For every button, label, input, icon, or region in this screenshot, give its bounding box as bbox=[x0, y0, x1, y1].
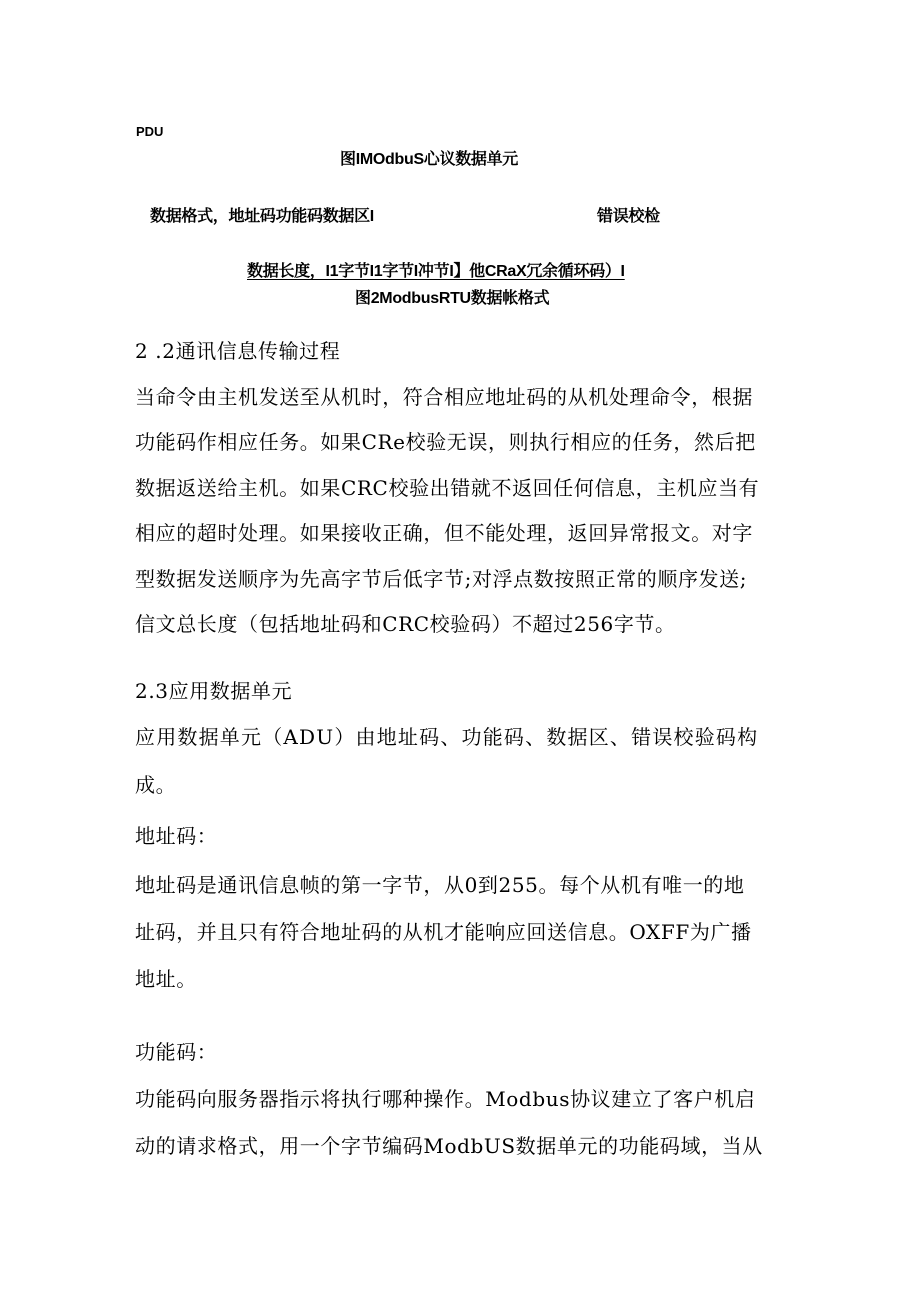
figure-1-caption: 图IMOdbuS心议数据单元 bbox=[340, 151, 519, 168]
paragraph-line: 数据返送给主机。如果CRC校验出错就不返回任何信息，主机应当有 bbox=[135, 476, 760, 500]
figure-2-caption: 图2ModbusRTU数据帐格式 bbox=[355, 290, 550, 307]
paragraph-line: 功能码向服务器指示将执行哪种操作。Modbus协议建立了客户机启 bbox=[135, 1087, 756, 1111]
section-2-3-heading: 2.3应用数据单元 bbox=[135, 679, 293, 703]
paragraph-line: 址码，并且只有符合地址码的从机才能响应回送信息。OXFF为广播 bbox=[135, 920, 752, 944]
paragraph-line: 信文总长度（包括地址码和CRC校验码）不超过256字节。 bbox=[135, 612, 676, 636]
figure-row-format-right: 错误校检 bbox=[597, 208, 660, 225]
paragraph-line: 动的请求格式，用一个字节编码ModbUS数据单元的功能码域，当从 bbox=[135, 1134, 763, 1158]
paragraph-line: 相应的超时处理。如果接收正确，但不能处理，返回异常报文。对字 bbox=[135, 521, 753, 545]
paragraph-line: 地址码是通讯信息帧的第一字节，从0到255。每个从机有唯一的地 bbox=[135, 873, 745, 897]
paragraph-line: 应用数据单元（ADU）由地址码、功能码、数据区、错误校验码构 bbox=[135, 725, 759, 749]
figure-row-length: 数据长度，I1字节I1字节I冲节I】他CRaX冗余循环码）I bbox=[247, 263, 625, 280]
paragraph-line: 地址。 bbox=[135, 967, 197, 991]
figure-row-format-left: 数据格式，地址码功能码数据区I bbox=[150, 208, 374, 225]
pdu-label: PDU bbox=[136, 124, 164, 139]
function-code-heading: 功能码： bbox=[135, 1040, 218, 1064]
section-2-2-heading: 2 .2通讯信息传输过程 bbox=[135, 339, 341, 363]
paragraph-line: 成。 bbox=[135, 773, 177, 797]
address-code-heading: 地址码： bbox=[135, 824, 218, 848]
paragraph-line: 功能码作相应任务。如果CRe校验无误，则执行相应的任务，然后把 bbox=[135, 430, 756, 454]
paragraph-line: 当命令由主机发送至从机时，符合相应地址码的从机处理命令，根据 bbox=[135, 385, 753, 409]
paragraph-line: 型数据发送顺序为先高字节后低字节;对浮点数按照正常的顺序发送; bbox=[135, 567, 748, 591]
